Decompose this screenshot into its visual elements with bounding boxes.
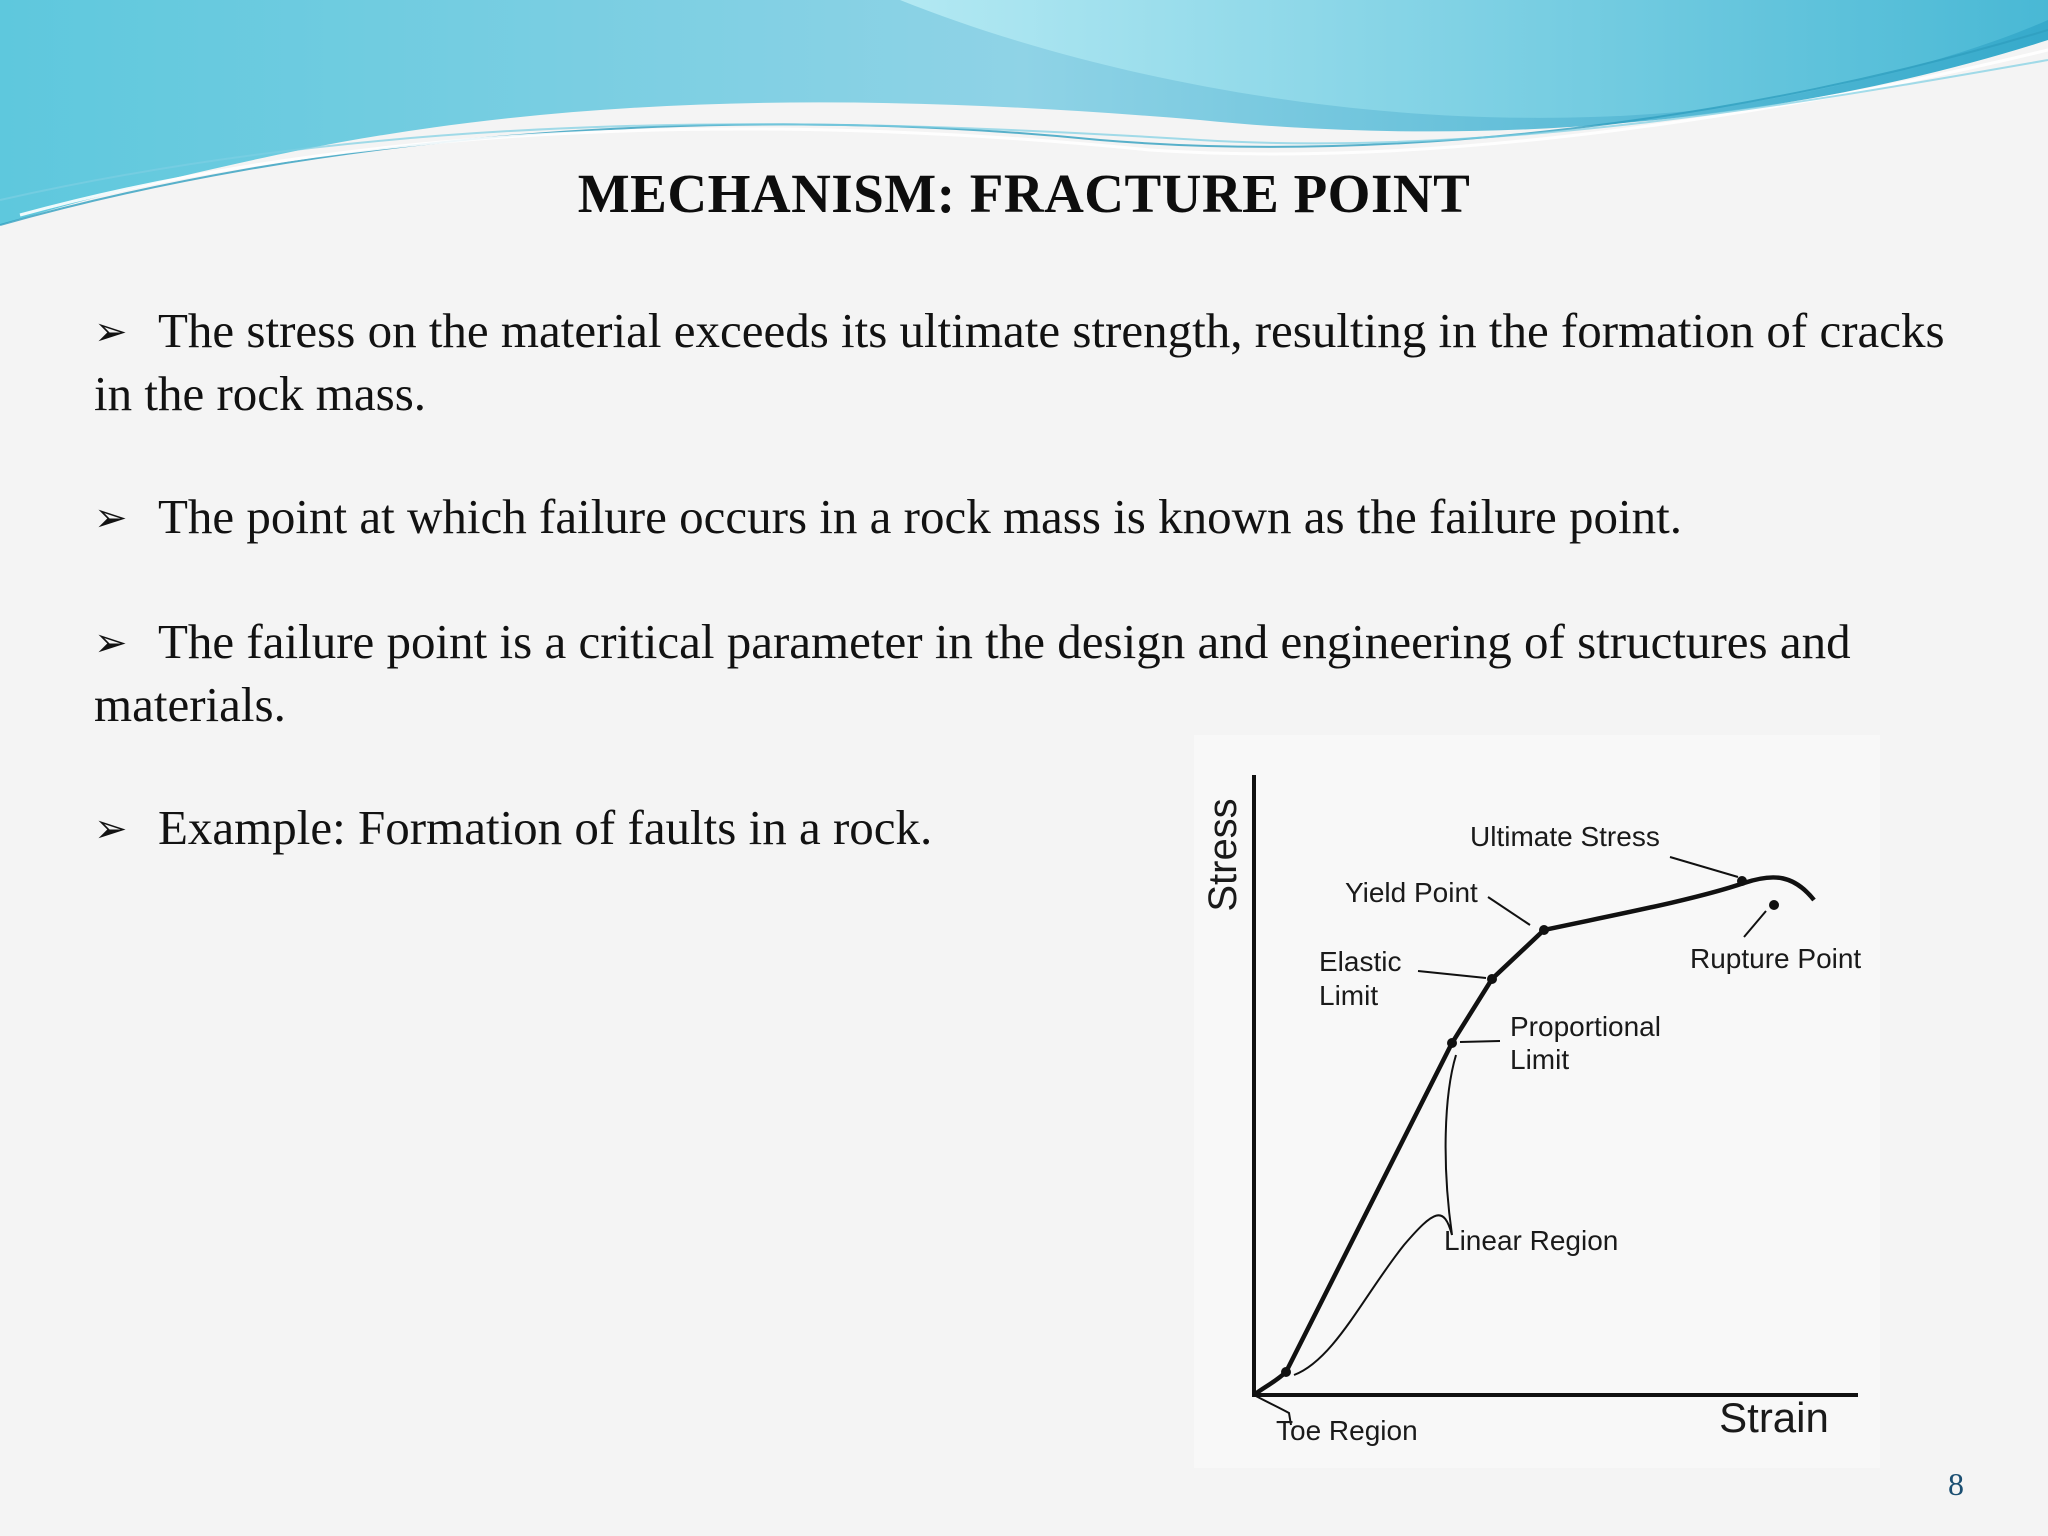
elastic-limit-point xyxy=(1487,974,1497,984)
elastic-limit-label: Elastic xyxy=(1319,946,1402,977)
rupture-point xyxy=(1769,900,1779,910)
yield-point-leader xyxy=(1488,897,1530,925)
elastic-limit-label: Limit xyxy=(1319,980,1379,1011)
toe-point xyxy=(1281,1367,1291,1377)
elastic-limit-leader xyxy=(1418,971,1486,978)
proportional-limit-label: Proportional xyxy=(1510,1011,1661,1042)
arrow-bullet-icon: ➢ xyxy=(94,309,128,355)
rupture-point-leader xyxy=(1744,911,1766,937)
stress-strain-diagram xyxy=(1194,735,1880,1468)
bullet-item xyxy=(94,486,1974,549)
y-axis-label: Stress xyxy=(1201,798,1245,912)
bullet-item xyxy=(94,611,1974,735)
rupture-point-label: Rupture Point xyxy=(1690,943,1862,974)
page-number: 8 xyxy=(1948,1466,1964,1502)
x-axis-label: Strain xyxy=(1719,1394,1829,1441)
stress-strain-figure xyxy=(1194,735,1880,1468)
bullet-text: Example: Formation of faults in a rock. xyxy=(158,800,933,855)
ultimate-stress-leader xyxy=(1670,857,1738,877)
bullet-item xyxy=(94,300,1974,424)
yield-point xyxy=(1539,925,1549,935)
proportional-limit-label: Limit xyxy=(1510,1044,1570,1075)
toe-region-label: Toe Region xyxy=(1276,1415,1418,1446)
arrow-bullet-icon: ➢ xyxy=(94,806,128,852)
yield-point-label: Yield Point xyxy=(1345,877,1478,908)
bullet-text: The stress on the material exceeds its ultimate strength, resulting in the formation of cracks in the rock mass. xyxy=(94,303,1945,421)
linear-region-label: Linear Region xyxy=(1444,1225,1619,1256)
proportional-limit-point xyxy=(1447,1038,1457,1048)
proportional-limit-leader xyxy=(1460,1041,1500,1042)
arrow-bullet-icon: ➢ xyxy=(94,620,128,666)
arrow-bullet-icon: ➢ xyxy=(94,495,128,541)
bullet-text: The failure point is a critical parameter in the design and engineering of structures and materials. xyxy=(94,614,1851,732)
ultimate-stress-point xyxy=(1737,876,1747,886)
linear-region-brace xyxy=(1294,1055,1456,1375)
slide-title: MECHANISM: FRACTURE POINT xyxy=(577,163,1471,224)
bullet-text: The point at which failure occurs in a rock mass is known as the failure point. xyxy=(158,489,1683,544)
ultimate-stress-label: Ultimate Stress xyxy=(1470,821,1660,852)
